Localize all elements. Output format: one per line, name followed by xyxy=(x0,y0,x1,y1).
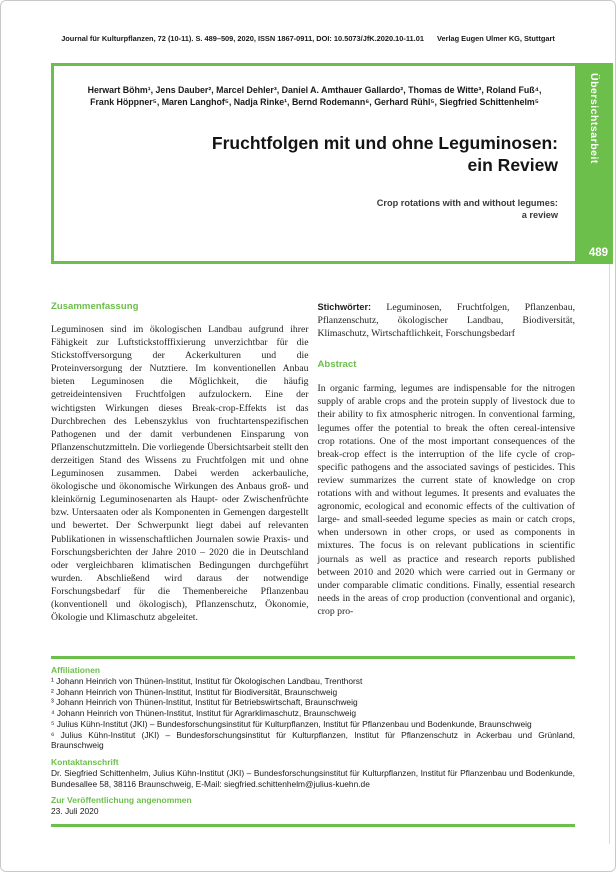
journal-citation: Journal für Kulturpflanzen, 72 (10-11). S. 489–509, 2020, ISSN 1867-0911, DOI: 10.5073/JfK.2020.10-11.01 xyxy=(61,34,424,43)
paper-subtitle xyxy=(54,197,575,221)
right-margin-rule xyxy=(609,264,610,844)
contact-heading: Kontaktanschrift xyxy=(51,756,119,767)
zusammenfassung-body: Leguminosen sind im ökologischen Landbau aufgrund ihrer Fähigkeit zur Luftstickstofffixierung unverzichtbar für die Stickstoffversorgung der Ackerkulturen und die Proteinversorgung der Nutztiere. Im konventionellen Anbau bieten Leguminosen die Möglichkeit, die häufig getreideintensiven Fruchtfolgen aufzulockern. Eine der wichtigsten Wirkungen dieses Break-crop-Effekts ist das Durchbrechen des Lebenszyklus von fruchtartenspezifischen Pathogenen und der damit verbundenen Einsparung von Pflanzenschutzmitteln. Die vorliegende Übersichtsarbeit stellt den derzeitigen Stand des Wissens zu Fruchtfolgen mit und ohne Leguminosen zusammen. Dabei werden ackerbauliche, ökologische und ökonomische Wirkungen des Anbaus groß- und kleinkörnig Leguminosenarten als Haupt- oder Zwischenfrüchte bzw. Untersaaten oder als Komponenten in Gemengen dargestellt und bewertet. Der Schwerpunkt liegt dabei auf relevanten Publikationen in wissenschaftlichen Journalen sowie Praxis- und Forschungsberichten der Jahre 2010 – 2020 die in Deutschland oder vergleichbaren klimatischen Bedingungen durchgeführt wurden. Abschließend wird daraus der notwendige Forschungsbedarf für die Themenbereiche Pflanzenbau (konventionell und ökologisch), Pflanzenschutz, Ökonomie, Ökologie und Klimaschutz abgeleitet. xyxy=(51,324,309,624)
column-abstract xyxy=(318,301,576,624)
paper-title-line-2: ein Review xyxy=(467,155,558,175)
authors-list xyxy=(54,85,575,108)
footer-block xyxy=(51,656,575,827)
footer-top-rule xyxy=(51,656,575,659)
paper-title-line-1: Fruchtfolgen mit und ohne Leguminosen: xyxy=(211,133,558,153)
paper-subtitle-line-2: a review xyxy=(521,210,558,220)
keywords-text: Leguminosen, Fruchtfolgen, Pflanzenbau, Pflanzenschutz, ökologischer Landbau, Biodiversität, Klimaschutz, Wirtschaftlichkeit, Forschungsbedarf xyxy=(317,302,575,340)
accepted-heading: Zur Veröffentlichung angenommen xyxy=(51,795,192,806)
paper-title xyxy=(54,132,575,176)
accepted-date: 23. Juli 2020 xyxy=(51,806,99,817)
affiliations-heading: Affiliationen xyxy=(51,665,101,675)
abstract-heading: Abstract xyxy=(317,359,357,371)
authors-line-1: Herwart Böhm¹, Jens Dauber², Marcel Dehler³, Daniel A. Amthauer Gallardo², Thomas de Witte³, Roland Fuß⁴, xyxy=(87,85,542,95)
publisher: Verlag Eugen Ulmer KG, Stuttgart xyxy=(436,34,555,43)
zusammenfassung-heading: Zusammenfassung xyxy=(51,301,139,312)
paper-subtitle-line-1: Crop rotations with and without legumes: xyxy=(376,198,558,208)
authors-line-2: Frank Höppner⁵, Maren Langhof⁵, Nadja Rinke¹, Bernd Rodemann⁶, Gerhard Rühl⁵, Siegfried Schittenhelm⁵ xyxy=(90,96,539,107)
affiliation-item: ⁵ Julius Kühn-Institut (JKI) – Bundesforschungsinstitut für Kulturpflanzen, Institut für Pflanzenbau und Bodenkunde, Braunschweig xyxy=(51,718,532,729)
affiliation-item: ¹ Johann Heinrich von Thünen-Institut, Institut für Ökologischen Landbau, Trenthorst xyxy=(51,676,363,686)
affiliation-item: ⁴ Johann Heinrich von Thünen-Institut, Institut für Agrarklimaschutz, Braunschweig xyxy=(51,708,357,719)
keywords-label: Stichwörter: xyxy=(317,302,372,312)
category-side-tab xyxy=(575,63,613,264)
keywords-block xyxy=(318,301,576,340)
article-columns xyxy=(51,301,575,624)
category-label: Übersichtsarbeit xyxy=(588,73,600,164)
column-zusammenfassung xyxy=(51,301,309,624)
title-box xyxy=(51,63,575,264)
abstract-body: In organic farming, legumes are indispensable for the nitrogen supply of arable crops and the protein supply of livestock due to their ability to fix atmospheric nitrogen. In conventional farming, legumes offer the potential to break the often cereal-intensive crop rotations. One of the most important consequences of the break-crop effect is the interruption of the life cycle of crop-specific pathogens and the associated savings of pesticides. This review summarizes the current state of knowledge on crop rotations with and without legumes. It presents and evaluates the agronomic, ecological and economic effects of the cultivation of large- and small-seeded legume species as main or catch crops, when undersown in other crops, or used as components in mixtures. The focus is on relevant publications in scientific journals as well as practice and research reports published between 2010 and 2020 which were carried out in Germany or under comparable climatic conditions. Finally, essential research needs in the areas of crop production (conventional and organic), crop pro- xyxy=(317,383,575,617)
contact-address: Dr. Siegfried Schittenhelm, Julius Kühn-Institut (JKI) – Bundesforschungsinstitut für Kulturpflanzen, Institut für Pflanzenbau und Bodenkunde, Bundesallee 58, 38116 Braunschweig, E-Mail: siegfried.schittenhelm@julius-kuehn.de xyxy=(51,767,575,789)
footer-bottom-rule xyxy=(51,824,575,827)
masthead xyxy=(1,34,615,43)
affiliation-item: ³ Johann Heinrich von Thünen-Institut, Institut für Betriebswirtschaft, Braunschweig xyxy=(51,697,358,708)
affiliation-item: ⁶ Julius Kühn-Institut (JKI) – Bundesforschungsinstitut für Kulturpflanzen, Institut für Pflanzenschutz in Ackerbau und Grünland, Braunschweig xyxy=(51,729,575,751)
affiliation-item: ² Johann Heinrich von Thünen-Institut, Institut für Biodiversität, Braunschweig xyxy=(51,686,338,697)
page-number: 489 xyxy=(588,247,608,259)
